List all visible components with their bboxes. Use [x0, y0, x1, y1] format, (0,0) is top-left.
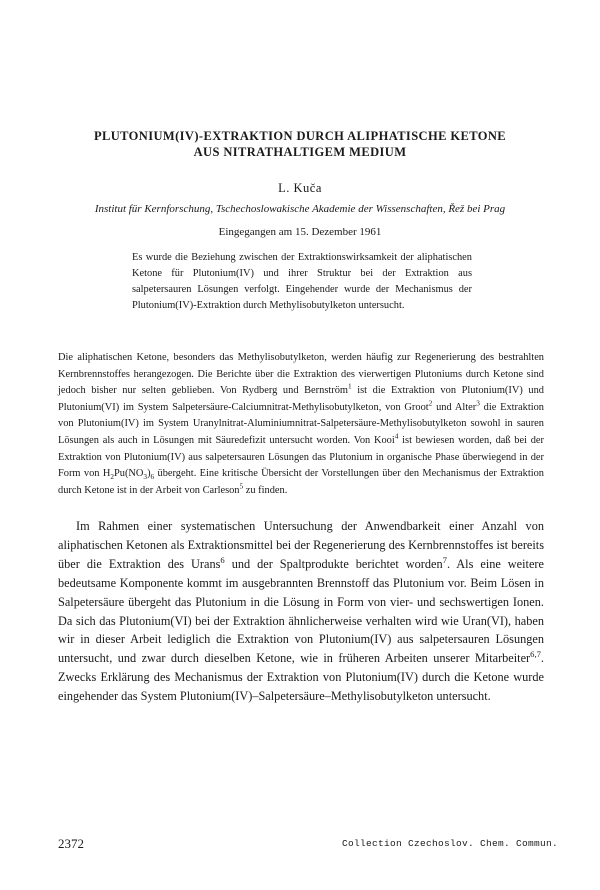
- reference-mark: 4: [394, 432, 399, 441]
- reference-mark: 6,7: [530, 649, 541, 660]
- body-paragraph: [58, 517, 544, 706]
- author-name: L. Kuča: [278, 181, 322, 195]
- reference-mark: 5: [239, 482, 244, 491]
- body-text: und der Spaltprodukte berichtet worden: [224, 556, 443, 571]
- received-date: Eingegangen am 15. Dezember 1961: [218, 226, 382, 238]
- journal-name: Collection Czechoslov. Chem. Commun.: [341, 838, 558, 849]
- reference-mark: 1: [348, 382, 352, 391]
- intro-text: Die aliphatischen Ketone, besonders das Methylisobutylketon, werden häufig zur Regenerierung des bestrahlten Kernbrennstoffes herangezogen. Die Berichte über die Extraktion des vierwertigen Plutoniums durch Ketone sind jedoch bisher nur selten geblieben. Von Rydberg und Bernström: [58, 352, 544, 397]
- page-footer: [58, 836, 558, 856]
- abstract: Es wurde die Beziehung zwischen der Extraktionswirksamkeit der aliphatischen Ketone für Plutonium(IV) und ihrer Struktur bei der Extraktion aus salpetersauren Lösungen verfolgt. Eingehender wurde der Mechanismus der Plutonium(IV)-Extraktion durch Methylisobutylketon untersucht.: [132, 252, 472, 311]
- page-number: 2372: [58, 836, 84, 851]
- intro-text: ist bewiesen worden, daß bei der Extraktion von Plutonium(IV) aus salpetersauren Lösungen das Plutonium in organische Phase überwiegend in der Form von H: [58, 434, 544, 480]
- affiliation: Institut für Kernforschung, Tschechoslowakische Akademie der Wissenschaften, Řež bei Prag: [94, 203, 506, 215]
- body-text: . Zwecks Erklärung des Mechanismus der Extraktion von Plutonium(IV) durch die Ketone wurde eingehender das System Plutonium(IV)–Salpetersäure–Methylisobutylketon untersucht.: [58, 651, 544, 704]
- intro-text: zu finden.: [243, 484, 288, 496]
- reference-mark: 3: [476, 399, 480, 408]
- intro-text: die Extraktion von Plutonium(IV) im System Uranylnitrat-Aluminiumnitrat-Salpetersäure-Methylisobutylketon sowohl in sauren Lösungen als auch in Lösungen mit Säuredefizit untersucht worden. Von Kooi: [58, 401, 544, 446]
- formula-subscript: 2: [110, 473, 114, 482]
- formula-subscript: 3: [143, 473, 148, 482]
- intro-text: ): [147, 468, 151, 480]
- introduction-paragraph: [58, 350, 544, 499]
- intro-text: ist die Extraktion von Plutonium(IV) und Plutonium(VI) im System Salpetersäure-Calciumnitrat-Methylisobutylketon, von Groot: [58, 385, 544, 413]
- intro-text: Pu(NO: [113, 468, 144, 480]
- intro-text: und Alter: [432, 401, 477, 413]
- title-line-2: AUS NITRATHALTIGEM MEDIUM: [193, 145, 407, 159]
- intro-text: übergeht. Eine kritische Übersicht der Vorstellungen über den Mechanismus der Extraktion durch Ketone ist in der Arbeit von Carleson: [58, 468, 544, 496]
- formula-subscript: 6: [150, 473, 155, 482]
- reference-mark: 7: [442, 554, 447, 565]
- body-text: . Als eine weitere bedeutsame Komponente kommt im ausgebrannten Brennstoff das Plutonium vor. Beim Lösen in Salpetersäure übergeht das Plutonium in die Lösung in Form von vier- und sechswertigen Ionen. Da sich das Plutonium(VI) bei der Extraktion ähnlicherweise verhalten wird wie Uran(VI), haben wir in dieser Arbeit lediglich die Extraktion von Plutonium(IV) aus salpetersauren Lösungen untersucht, und zwar durch dieselben Ketone, wie in früheren Arbeiten unserer Mitarbeiter: [58, 556, 544, 666]
- reference-mark: 2: [428, 399, 433, 408]
- article-title: [40, 128, 560, 160]
- title-line-1: PLUTONIUM(IV)-EXTRAKTION DURCH ALIPHATISCHE KETONE: [93, 129, 507, 143]
- body-text: Im Rahmen einer systematischen Untersuchung der Anwendbarkeit einer Anzahl von aliphatischen Ketonen als Extraktionsmittel bei der Regenerierung des Kernbrennstoffes ist bereits über die Extraktion des Urans: [58, 519, 544, 571]
- reference-mark: 6: [220, 554, 225, 565]
